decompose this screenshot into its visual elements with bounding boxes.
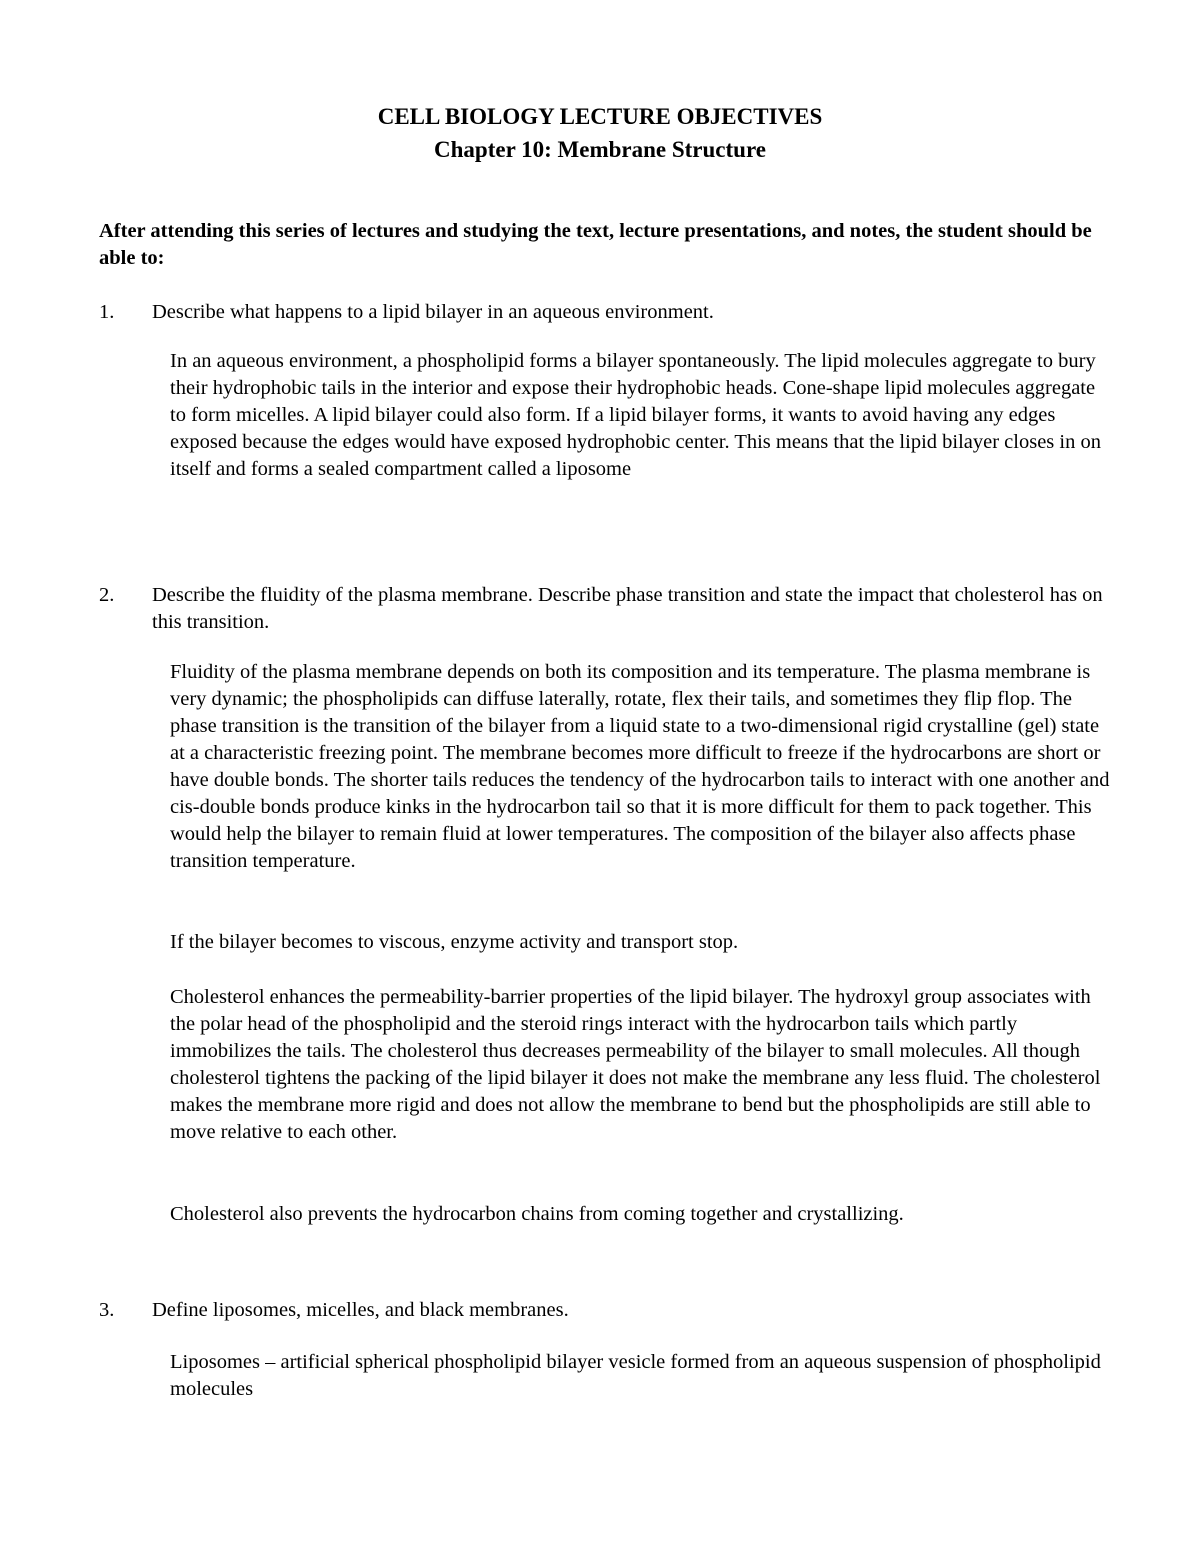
objective-number: 1. <box>99 301 115 323</box>
objective-2-answer-paragraph-2: If the bilayer becomes to viscous, enzyme activity and transport stop. <box>170 931 739 953</box>
objective-text: Describe what happens to a lipid bilayer in an aqueous environment. <box>152 301 714 323</box>
intro-statement: After attending this series of lectures and studying the text, lecture presentations, and notes, the student should be able to: <box>99 220 1092 269</box>
objective-3-question <box>99 1297 1109 1324</box>
objective-text: Describe the fluidity of the plasma membrane. Describe phase transition and state the impact that cholesterol has on this transition. <box>152 584 1103 633</box>
title-block <box>0 100 1200 166</box>
objective-2-answer-paragraph-3: Cholesterol enhances the permeability-barrier properties of the lipid bilayer. The hydroxyl group associates with the polar head of the phospholipid and the steroid rings interact with the hydrocarbon tails which partly immobilizes the tails. The cholesterol thus decreases permeability of the bilayer to small molecules. All though cholesterol tightens the packing of the lipid bilayer it does not make the membrane any less fluid. The cholesterol makes the membrane more rigid and does not allow the membrane to bend but the phospholipids are still able to move relative to each other. <box>170 986 1101 1143</box>
objective-2-answer-paragraph-1: Fluidity of the plasma membrane depends on both its composition and its temperature. The plasma membrane is very dynamic; the phospholipids can diffuse laterally, rotate, flex their tails, and sometimes they flip flop. The phase transition is the transition of the bilayer from a liquid state to a two-dimensional rigid crystalline (gel) state at a characteristic freezing point. The membrane becomes more difficult to freeze if the hydrocarbons are short or have double bonds. The shorter tails reduces the tendency of the hydrocarbon tails to interact with one another and cis-double bonds produce kinks in the hydrocarbon tail so that it is more difficult for them to pack together. This would help the bilayer to remain fluid at lower temperatures. The composition of the bilayer also affects phase transition temperature. <box>170 661 1110 872</box>
objective-number: 3. <box>99 1299 115 1321</box>
document-title: CELL BIOLOGY LECTURE OBJECTIVES <box>377 104 823 129</box>
objective-text: Define liposomes, micelles, and black membranes. <box>152 1299 569 1321</box>
objective-1-question <box>99 299 1109 326</box>
objective-2-answer-paragraph-4: Cholesterol also prevents the hydrocarbon chains from coming together and crystallizing. <box>170 1203 904 1225</box>
objective-3-answer: Liposomes – artificial spherical phospholipid bilayer vesicle formed from an aqueous suspension of phospholipid molecules <box>170 1351 1101 1400</box>
chapter-subtitle: Chapter 10: Membrane Structure <box>434 137 766 162</box>
objective-2-question <box>99 582 1109 636</box>
objective-number: 2. <box>99 584 115 606</box>
objective-1-answer: In an aqueous environment, a phospholipid forms a bilayer spontaneously. The lipid molecules aggregate to bury their hydrophobic tails in the interior and expose their hydrophobic heads. Cone-shape lipid molecules aggregate to form micelles. A lipid bilayer could also form. If a lipid bilayer forms, it wants to avoid having any edges exposed because the edges would have exposed hydrophobic center. This means that the lipid bilayer closes in on itself and forms a sealed compartment called a liposome <box>170 350 1101 480</box>
